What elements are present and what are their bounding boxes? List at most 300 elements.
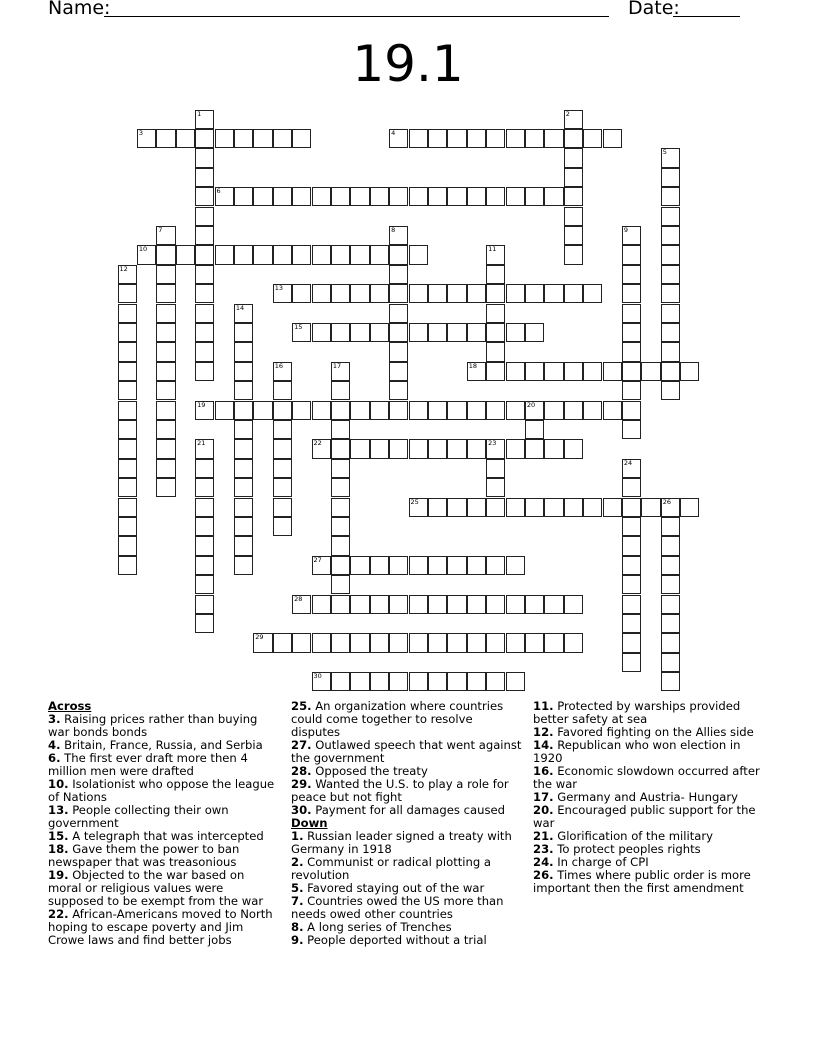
grid-cell[interactable] xyxy=(544,284,563,303)
grid-cell[interactable] xyxy=(428,284,447,303)
grid-cell[interactable] xyxy=(622,245,641,264)
grid-cell[interactable] xyxy=(312,284,331,303)
grid-cell[interactable] xyxy=(486,556,505,575)
grid-cell[interactable] xyxy=(447,633,466,652)
grid-cell[interactable] xyxy=(428,401,447,420)
grid-cell[interactable] xyxy=(273,478,292,497)
grid-cell[interactable] xyxy=(447,672,466,691)
grid-cell[interactable] xyxy=(350,245,369,264)
grid-cell[interactable] xyxy=(331,478,350,497)
grid-cell[interactable] xyxy=(195,187,214,206)
grid-cell[interactable] xyxy=(506,284,525,303)
grid-cell[interactable] xyxy=(467,439,486,458)
grid-cell[interactable] xyxy=(331,323,350,342)
grid-cell[interactable] xyxy=(273,459,292,478)
grid-cell[interactable] xyxy=(118,323,137,342)
grid-cell[interactable] xyxy=(195,265,214,284)
grid-cell[interactable] xyxy=(409,284,428,303)
grid-cell[interactable] xyxy=(331,187,350,206)
grid-cell[interactable] xyxy=(350,323,369,342)
grid-cell[interactable] xyxy=(525,362,544,381)
grid-cell[interactable] xyxy=(234,459,253,478)
grid-cell[interactable] xyxy=(234,498,253,517)
grid-cell[interactable] xyxy=(234,129,253,148)
grid-cell[interactable] xyxy=(118,556,137,575)
grid-cell[interactable] xyxy=(564,595,583,614)
grid-cell[interactable] xyxy=(467,595,486,614)
grid-cell[interactable] xyxy=(156,226,175,245)
grid-cell[interactable] xyxy=(118,478,137,497)
grid-cell[interactable] xyxy=(525,420,544,439)
grid-cell[interactable] xyxy=(447,439,466,458)
grid-cell[interactable] xyxy=(486,323,505,342)
grid-cell[interactable] xyxy=(622,304,641,323)
grid-cell[interactable] xyxy=(389,129,408,148)
grid-cell[interactable] xyxy=(467,187,486,206)
grid-cell[interactable] xyxy=(370,439,389,458)
grid-cell[interactable] xyxy=(661,245,680,264)
grid-cell[interactable] xyxy=(409,401,428,420)
grid-cell[interactable] xyxy=(292,187,311,206)
grid-cell[interactable] xyxy=(176,245,195,264)
grid-cell[interactable] xyxy=(622,362,641,381)
grid-cell[interactable] xyxy=(622,420,641,439)
grid-cell[interactable] xyxy=(583,129,602,148)
grid-cell[interactable] xyxy=(370,284,389,303)
grid-cell[interactable] xyxy=(486,633,505,652)
grid-cell[interactable] xyxy=(253,187,272,206)
grid-cell[interactable] xyxy=(486,362,505,381)
grid-cell[interactable] xyxy=(661,342,680,361)
grid-cell[interactable] xyxy=(331,517,350,536)
grid-cell[interactable] xyxy=(544,362,563,381)
grid-cell[interactable] xyxy=(292,401,311,420)
grid-cell[interactable] xyxy=(525,323,544,342)
grid-cell[interactable] xyxy=(195,284,214,303)
grid-cell[interactable] xyxy=(622,595,641,614)
grid-cell[interactable] xyxy=(622,556,641,575)
grid-cell[interactable] xyxy=(564,207,583,226)
grid-cell[interactable] xyxy=(331,536,350,555)
grid-cell[interactable] xyxy=(234,362,253,381)
grid-cell[interactable] xyxy=(544,439,563,458)
grid-cell[interactable] xyxy=(195,517,214,536)
grid-cell[interactable] xyxy=(312,245,331,264)
grid-cell[interactable] xyxy=(195,304,214,323)
grid-cell[interactable] xyxy=(118,459,137,478)
grid-cell[interactable] xyxy=(195,401,214,420)
grid-cell[interactable] xyxy=(447,323,466,342)
grid-cell[interactable] xyxy=(641,362,660,381)
grid-cell[interactable] xyxy=(661,672,680,691)
grid-cell[interactable] xyxy=(467,498,486,517)
grid-cell[interactable] xyxy=(156,304,175,323)
grid-cell[interactable] xyxy=(603,498,622,517)
grid-cell[interactable] xyxy=(564,148,583,167)
grid-cell[interactable] xyxy=(564,226,583,245)
grid-cell[interactable] xyxy=(622,633,641,652)
grid-cell[interactable] xyxy=(389,187,408,206)
grid-cell[interactable] xyxy=(428,672,447,691)
grid-cell[interactable] xyxy=(661,148,680,167)
grid-cell[interactable] xyxy=(118,420,137,439)
grid-cell[interactable] xyxy=(118,536,137,555)
grid-cell[interactable] xyxy=(409,323,428,342)
grid-cell[interactable] xyxy=(331,575,350,594)
grid-cell[interactable] xyxy=(273,633,292,652)
grid-cell[interactable] xyxy=(506,323,525,342)
grid-cell[interactable] xyxy=(331,245,350,264)
grid-cell[interactable] xyxy=(389,304,408,323)
grid-cell[interactable] xyxy=(118,498,137,517)
grid-cell[interactable] xyxy=(312,323,331,342)
grid-cell[interactable] xyxy=(564,129,583,148)
grid-cell[interactable] xyxy=(273,498,292,517)
grid-cell[interactable] xyxy=(389,672,408,691)
grid-cell[interactable] xyxy=(331,420,350,439)
grid-cell[interactable] xyxy=(447,284,466,303)
grid-cell[interactable] xyxy=(195,459,214,478)
grid-cell[interactable] xyxy=(273,129,292,148)
grid-cell[interactable] xyxy=(156,323,175,342)
grid-cell[interactable] xyxy=(156,265,175,284)
grid-cell[interactable] xyxy=(195,168,214,187)
grid-cell[interactable] xyxy=(118,439,137,458)
grid-cell[interactable] xyxy=(622,517,641,536)
grid-cell[interactable] xyxy=(467,401,486,420)
grid-cell[interactable] xyxy=(661,323,680,342)
grid-cell[interactable] xyxy=(428,595,447,614)
grid-cell[interactable] xyxy=(331,284,350,303)
grid-cell[interactable] xyxy=(331,459,350,478)
grid-cell[interactable] xyxy=(370,595,389,614)
grid-cell[interactable] xyxy=(661,226,680,245)
grid-cell[interactable] xyxy=(603,362,622,381)
grid-cell[interactable] xyxy=(622,459,641,478)
grid-cell[interactable] xyxy=(195,439,214,458)
grid-cell[interactable] xyxy=(603,129,622,148)
grid-cell[interactable] xyxy=(506,129,525,148)
grid-cell[interactable] xyxy=(525,284,544,303)
grid-cell[interactable] xyxy=(118,381,137,400)
grid-cell[interactable] xyxy=(409,556,428,575)
grid-cell[interactable] xyxy=(447,401,466,420)
grid-cell[interactable] xyxy=(525,498,544,517)
grid-cell[interactable] xyxy=(467,633,486,652)
grid-cell[interactable] xyxy=(428,129,447,148)
grid-cell[interactable] xyxy=(525,439,544,458)
grid-cell[interactable] xyxy=(583,401,602,420)
grid-cell[interactable] xyxy=(350,439,369,458)
grid-cell[interactable] xyxy=(467,129,486,148)
grid-cell[interactable] xyxy=(195,129,214,148)
grid-cell[interactable] xyxy=(486,245,505,264)
grid-cell[interactable] xyxy=(331,362,350,381)
grid-cell[interactable] xyxy=(564,498,583,517)
grid-cell[interactable] xyxy=(331,381,350,400)
grid-cell[interactable] xyxy=(525,595,544,614)
grid-cell[interactable] xyxy=(389,226,408,245)
grid-cell[interactable] xyxy=(486,342,505,361)
grid-cell[interactable] xyxy=(350,284,369,303)
grid-cell[interactable] xyxy=(661,362,680,381)
grid-cell[interactable] xyxy=(525,633,544,652)
grid-cell[interactable] xyxy=(447,498,466,517)
grid-cell[interactable] xyxy=(156,420,175,439)
grid-cell[interactable] xyxy=(661,498,680,517)
grid-cell[interactable] xyxy=(273,187,292,206)
grid-cell[interactable] xyxy=(312,556,331,575)
grid-cell[interactable] xyxy=(467,556,486,575)
grid-cell[interactable] xyxy=(525,401,544,420)
grid-cell[interactable] xyxy=(350,672,369,691)
grid-cell[interactable] xyxy=(312,401,331,420)
grid-cell[interactable] xyxy=(409,672,428,691)
grid-cell[interactable] xyxy=(370,401,389,420)
grid-cell[interactable] xyxy=(622,381,641,400)
grid-cell[interactable] xyxy=(389,556,408,575)
grid-cell[interactable] xyxy=(234,401,253,420)
grid-cell[interactable] xyxy=(118,265,137,284)
grid-cell[interactable] xyxy=(409,187,428,206)
grid-cell[interactable] xyxy=(428,439,447,458)
grid-cell[interactable] xyxy=(234,245,253,264)
date-field[interactable] xyxy=(673,0,740,17)
grid-cell[interactable] xyxy=(467,284,486,303)
grid-cell[interactable] xyxy=(622,614,641,633)
grid-cell[interactable] xyxy=(506,401,525,420)
grid-cell[interactable] xyxy=(195,498,214,517)
name-field[interactable] xyxy=(104,0,609,17)
grid-cell[interactable] xyxy=(370,633,389,652)
grid-cell[interactable] xyxy=(661,556,680,575)
grid-cell[interactable] xyxy=(312,633,331,652)
grid-cell[interactable] xyxy=(195,207,214,226)
grid-cell[interactable] xyxy=(661,653,680,672)
grid-cell[interactable] xyxy=(370,556,389,575)
grid-cell[interactable] xyxy=(273,517,292,536)
grid-cell[interactable] xyxy=(486,478,505,497)
grid-cell[interactable] xyxy=(195,614,214,633)
grid-cell[interactable] xyxy=(622,265,641,284)
grid-cell[interactable] xyxy=(389,401,408,420)
grid-cell[interactable] xyxy=(156,401,175,420)
grid-cell[interactable] xyxy=(544,633,563,652)
grid-cell[interactable] xyxy=(331,556,350,575)
grid-cell[interactable] xyxy=(622,284,641,303)
grid-cell[interactable] xyxy=(428,633,447,652)
grid-cell[interactable] xyxy=(544,498,563,517)
grid-cell[interactable] xyxy=(118,284,137,303)
grid-cell[interactable] xyxy=(661,575,680,594)
grid-cell[interactable] xyxy=(234,420,253,439)
grid-cell[interactable] xyxy=(389,245,408,264)
grid-cell[interactable] xyxy=(486,672,505,691)
grid-cell[interactable] xyxy=(544,401,563,420)
grid-cell[interactable] xyxy=(350,187,369,206)
grid-cell[interactable] xyxy=(661,265,680,284)
grid-cell[interactable] xyxy=(312,595,331,614)
grid-cell[interactable] xyxy=(156,362,175,381)
grid-cell[interactable] xyxy=(447,595,466,614)
grid-cell[interactable] xyxy=(544,595,563,614)
grid-cell[interactable] xyxy=(253,129,272,148)
grid-cell[interactable] xyxy=(389,595,408,614)
grid-cell[interactable] xyxy=(525,187,544,206)
grid-cell[interactable] xyxy=(234,478,253,497)
grid-cell[interactable] xyxy=(564,110,583,129)
grid-cell[interactable] xyxy=(370,187,389,206)
grid-cell[interactable] xyxy=(389,323,408,342)
grid-cell[interactable] xyxy=(564,362,583,381)
grid-cell[interactable] xyxy=(234,187,253,206)
grid-cell[interactable] xyxy=(506,633,525,652)
grid-cell[interactable] xyxy=(661,595,680,614)
grid-cell[interactable] xyxy=(661,207,680,226)
grid-cell[interactable] xyxy=(234,536,253,555)
grid-cell[interactable] xyxy=(428,498,447,517)
grid-cell[interactable] xyxy=(661,284,680,303)
grid-cell[interactable] xyxy=(234,304,253,323)
grid-cell[interactable] xyxy=(447,556,466,575)
grid-cell[interactable] xyxy=(273,362,292,381)
grid-cell[interactable] xyxy=(661,536,680,555)
grid-cell[interactable] xyxy=(486,187,505,206)
grid-cell[interactable] xyxy=(331,439,350,458)
grid-cell[interactable] xyxy=(370,672,389,691)
grid-cell[interactable] xyxy=(680,498,699,517)
grid-cell[interactable] xyxy=(215,187,234,206)
grid-cell[interactable] xyxy=(486,284,505,303)
grid-cell[interactable] xyxy=(622,575,641,594)
grid-cell[interactable] xyxy=(622,401,641,420)
grid-cell[interactable] xyxy=(234,517,253,536)
grid-cell[interactable] xyxy=(564,284,583,303)
grid-cell[interactable] xyxy=(195,478,214,497)
grid-cell[interactable] xyxy=(467,362,486,381)
grid-cell[interactable] xyxy=(273,439,292,458)
grid-cell[interactable] xyxy=(661,517,680,536)
grid-cell[interactable] xyxy=(292,323,311,342)
grid-cell[interactable] xyxy=(215,129,234,148)
grid-cell[interactable] xyxy=(506,362,525,381)
grid-cell[interactable] xyxy=(234,323,253,342)
grid-cell[interactable] xyxy=(486,129,505,148)
grid-cell[interactable] xyxy=(409,498,428,517)
grid-cell[interactable] xyxy=(370,245,389,264)
grid-cell[interactable] xyxy=(409,439,428,458)
grid-cell[interactable] xyxy=(234,342,253,361)
grid-cell[interactable] xyxy=(350,633,369,652)
grid-cell[interactable] xyxy=(389,381,408,400)
grid-cell[interactable] xyxy=(195,245,214,264)
grid-cell[interactable] xyxy=(350,556,369,575)
grid-cell[interactable] xyxy=(253,245,272,264)
grid-cell[interactable] xyxy=(486,265,505,284)
grid-cell[interactable] xyxy=(680,362,699,381)
grid-cell[interactable] xyxy=(118,342,137,361)
grid-cell[interactable] xyxy=(273,284,292,303)
grid-cell[interactable] xyxy=(273,381,292,400)
grid-cell[interactable] xyxy=(389,342,408,361)
grid-cell[interactable] xyxy=(389,633,408,652)
grid-cell[interactable] xyxy=(234,381,253,400)
grid-cell[interactable] xyxy=(156,284,175,303)
grid-cell[interactable] xyxy=(486,595,505,614)
grid-cell[interactable] xyxy=(661,168,680,187)
grid-cell[interactable] xyxy=(292,595,311,614)
grid-cell[interactable] xyxy=(467,323,486,342)
grid-cell[interactable] xyxy=(137,245,156,264)
grid-cell[interactable] xyxy=(525,129,544,148)
grid-cell[interactable] xyxy=(118,362,137,381)
grid-cell[interactable] xyxy=(234,439,253,458)
grid-cell[interactable] xyxy=(118,517,137,536)
grid-cell[interactable] xyxy=(583,498,602,517)
grid-cell[interactable] xyxy=(622,342,641,361)
grid-cell[interactable] xyxy=(447,129,466,148)
grid-cell[interactable] xyxy=(409,633,428,652)
grid-cell[interactable] xyxy=(195,556,214,575)
grid-cell[interactable] xyxy=(506,672,525,691)
grid-cell[interactable] xyxy=(486,439,505,458)
grid-cell[interactable] xyxy=(350,401,369,420)
grid-cell[interactable] xyxy=(292,129,311,148)
grid-cell[interactable] xyxy=(428,556,447,575)
grid-cell[interactable] xyxy=(544,187,563,206)
grid-cell[interactable] xyxy=(564,187,583,206)
grid-cell[interactable] xyxy=(389,362,408,381)
grid-cell[interactable] xyxy=(156,342,175,361)
grid-cell[interactable] xyxy=(389,265,408,284)
grid-cell[interactable] xyxy=(234,556,253,575)
grid-cell[interactable] xyxy=(331,672,350,691)
grid-cell[interactable] xyxy=(156,478,175,497)
grid-cell[interactable] xyxy=(253,401,272,420)
grid-cell[interactable] xyxy=(312,439,331,458)
grid-cell[interactable] xyxy=(195,536,214,555)
grid-cell[interactable] xyxy=(331,595,350,614)
grid-cell[interactable] xyxy=(506,498,525,517)
grid-cell[interactable] xyxy=(661,381,680,400)
grid-cell[interactable] xyxy=(506,187,525,206)
grid-cell[interactable] xyxy=(292,284,311,303)
grid-cell[interactable] xyxy=(409,245,428,264)
grid-cell[interactable] xyxy=(622,323,641,342)
grid-cell[interactable] xyxy=(506,556,525,575)
grid-cell[interactable] xyxy=(661,187,680,206)
grid-cell[interactable] xyxy=(215,245,234,264)
grid-cell[interactable] xyxy=(176,129,195,148)
grid-cell[interactable] xyxy=(486,498,505,517)
grid-cell[interactable] xyxy=(156,439,175,458)
grid-cell[interactable] xyxy=(195,595,214,614)
grid-cell[interactable] xyxy=(195,342,214,361)
grid-cell[interactable] xyxy=(409,129,428,148)
grid-cell[interactable] xyxy=(622,226,641,245)
grid-cell[interactable] xyxy=(156,381,175,400)
grid-cell[interactable] xyxy=(583,284,602,303)
grid-cell[interactable] xyxy=(622,536,641,555)
grid-cell[interactable] xyxy=(564,401,583,420)
grid-cell[interactable] xyxy=(156,245,175,264)
grid-cell[interactable] xyxy=(447,187,466,206)
grid-cell[interactable] xyxy=(331,498,350,517)
grid-cell[interactable] xyxy=(350,595,369,614)
grid-cell[interactable] xyxy=(253,633,272,652)
grid-cell[interactable] xyxy=(331,401,350,420)
grid-cell[interactable] xyxy=(137,129,156,148)
